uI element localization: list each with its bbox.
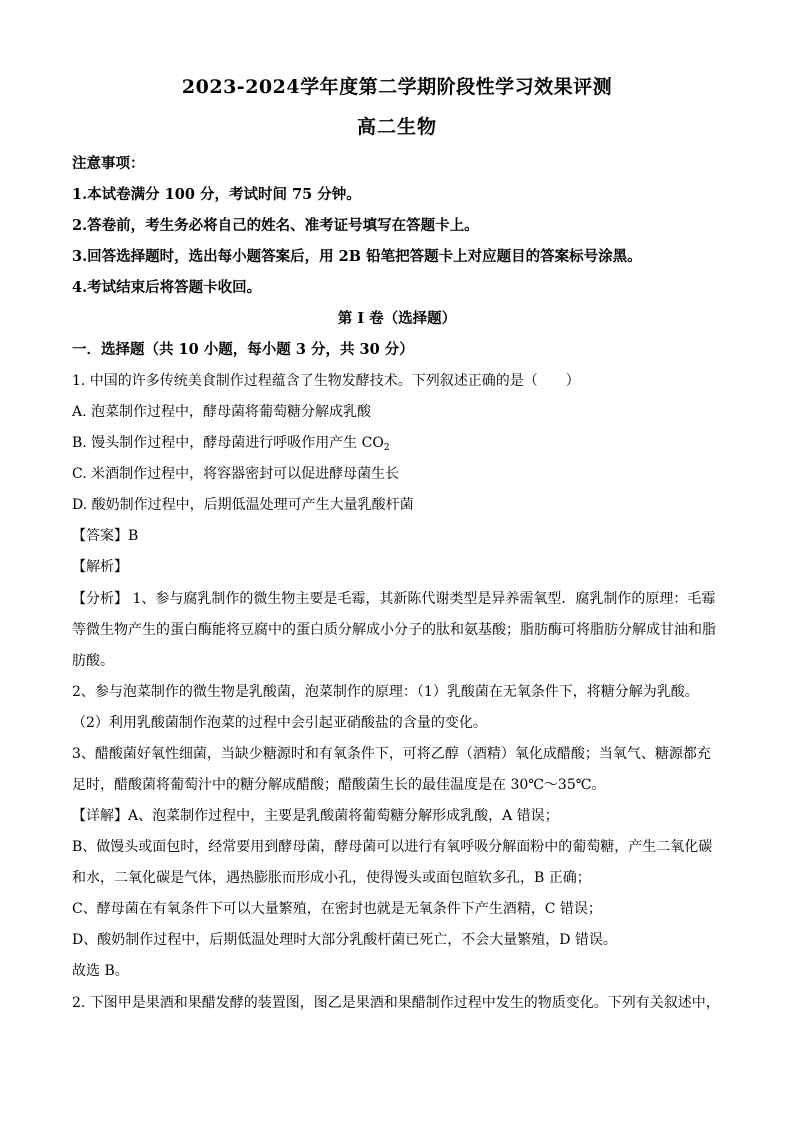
question-1-option-d: D. 酸奶制作过程中，后期低温处理可产生大量乳酸杆菌	[72, 497, 414, 513]
analysis-line: （2）利用乳酸菌制作泡菜的过程中会引起亚硝酸盐的含量的变化。	[72, 715, 487, 731]
exam-title: 2023-2024学年度第二学期阶段性学习效果评测	[181, 76, 613, 98]
question-2-stem: 2. 下图甲是果酒和果醋发酵的装置图，图乙是果酒和果醋制作过程中发生的物质变化。下列有关叙述中，	[72, 995, 720, 1011]
notice-item-1: 1.本试卷满分 100 分，考试时间 75 分钟。	[72, 186, 361, 203]
question-1-option-a: A. 泡菜制作过程中，酵母菌将葡萄糖分解成乳酸	[72, 404, 372, 420]
detail-line: 和水，二氧化碳是气体，遇热膨胀而形成小孔，使得馒头或面包暄软多孔，B 正确；	[72, 870, 591, 886]
option-b-text: B. 馒头制作过程中，酵母菌进行呼吸作用产生 CO	[72, 435, 384, 451]
option-b-subscript: 2	[383, 443, 390, 453]
question-1-stem: 1. 中国的许多传统美食制作过程蕴含了生物发酵技术。下列叙述正确的是（ ）	[72, 373, 580, 389]
question-1-option-b	[72, 432, 722, 453]
answer-label: 【答案】B	[72, 528, 139, 544]
detail-line: C、酵母菌在有氧条件下可以大量繁殖，在密封也就是无氧条件下产生酒精，C 错误；	[72, 901, 602, 917]
question-1-option-c: C. 米酒制作过程中，将容器密封可以促进酵母菌生长	[72, 466, 400, 482]
exam-subject: 高二生物	[356, 116, 437, 138]
analysis-line: 【分析】 1、参与腐乳制作的微生物主要是毛霉，其新陈代谢类型是异养需氧型．腐乳制作的原理：毛霉	[72, 591, 716, 607]
analysis-label: 【解析】	[72, 559, 128, 575]
notice-heading: 注意事项：	[72, 155, 145, 172]
notice-item-3: 3.回答选择题时，选出每小题答案后，用 2B 铅笔把答题卡上对应题目的答案标号涂黑。	[72, 248, 642, 265]
analysis-line: 足时，醋酸菌将葡萄汁中的糖分解成醋酸；醋酸菌生长的最佳温度是在 30℃～35℃。	[72, 777, 606, 793]
analysis-line: 等微生物产生的蛋白酶能将豆腐中的蛋白质分解成小分子的肽和氨基酸；脂肪酶可将脂肪分解成甘油和脂	[72, 622, 716, 638]
detail-line: D、酸奶制作过程中，后期低温处理时大部分乳酸杆菌已死亡，不会大量繁殖，D 错误。	[72, 932, 617, 948]
section-heading: 一．选择题（共 10 小题，每小题 3 分，共 30 分）	[72, 341, 414, 358]
analysis-line: 3、醋酸菌好氧性细菌，当缺少糖源时和有氧条件下，可将乙醇（酒精）氧化成醋酸；当氧气、糖源都充	[72, 746, 711, 762]
volume-heading: 第 I 卷（选择题）	[337, 310, 457, 327]
notice-item-2: 2.答卷前，考生务必将自己的姓名、准考证号填写在答题卡上。	[72, 217, 479, 234]
analysis-line: 2、参与泡菜制作的微生物是乳酸菌，泡菜制作的原理：（1）乳酸菌在无氧条件下，将糖分解为乳酸。	[72, 684, 699, 700]
notice-item-4: 4.考试结束后将答题卡收回。	[72, 279, 262, 296]
detail-line: 故选 B。	[72, 963, 129, 979]
analysis-line: 肪酸。	[72, 653, 114, 669]
detail-line: 【详解】A、泡菜制作过程中，主要是乳酸菌将葡萄糖分解形成乳酸，A 错误；	[72, 808, 559, 824]
detail-line: B、做馒头或面包时，经常要用到酵母菌，酵母菌可以进行有氧呼吸分解面粉中的葡萄糖，产生二氧化碳	[72, 839, 713, 855]
